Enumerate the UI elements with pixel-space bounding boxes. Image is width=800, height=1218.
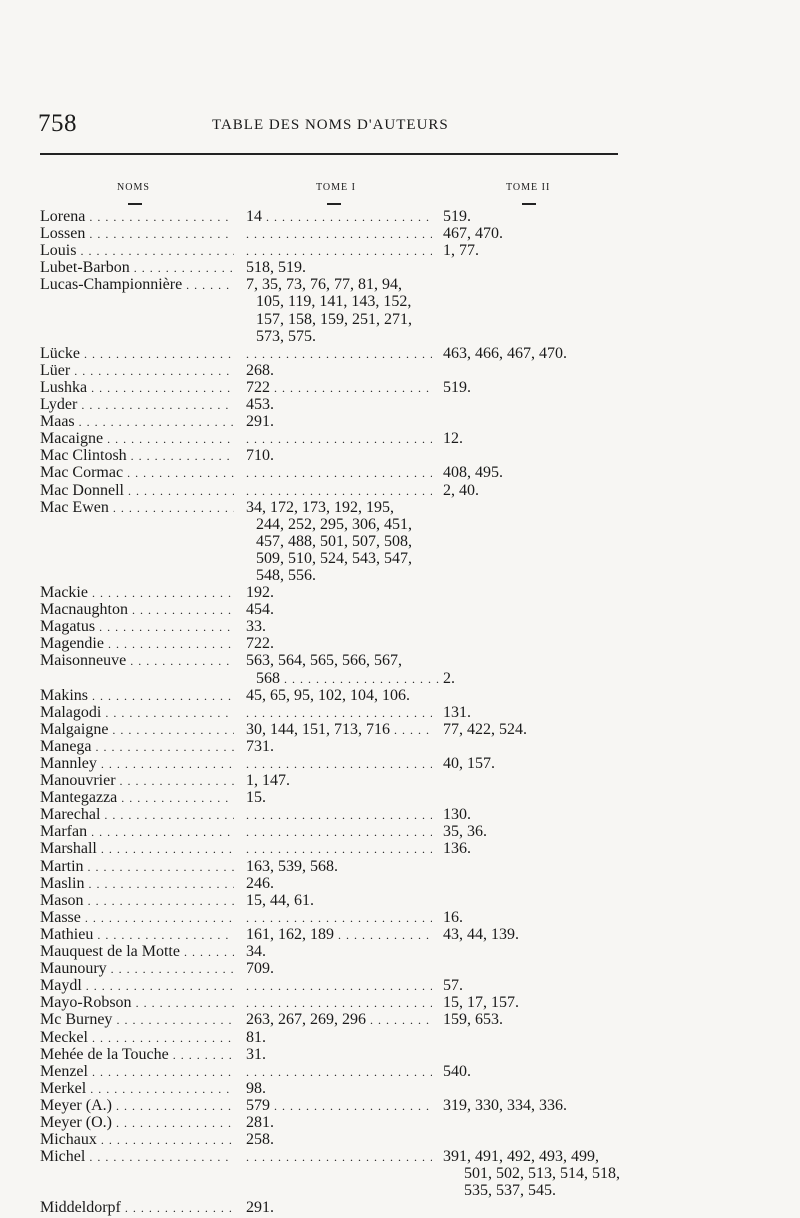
index-entry (0, 960, 800, 977)
tome2-pages: 77, 422, 524. (443, 720, 527, 738)
index-entry-line (0, 345, 800, 362)
index-entry-line (0, 704, 800, 721)
tome1-pages: 509, 510, 524, 543, 547, (256, 549, 412, 567)
index-entry-line (0, 516, 800, 533)
index-entry-line (0, 1131, 800, 1148)
index-entry-line (0, 362, 800, 379)
tome2-pages: 535, 537, 545. (464, 1182, 556, 1200)
tome1-pages: 246. (246, 874, 274, 892)
index-entry-line (0, 892, 800, 909)
index-entry-line (0, 1148, 800, 1165)
index-entry-line (0, 618, 800, 635)
author-name: Marechal . . . (40, 806, 234, 824)
index-entry-line (0, 926, 800, 943)
index-entry-line (0, 430, 800, 447)
tome2-pages: 12. (443, 430, 463, 448)
author-name: Manouvrier . . . (40, 772, 234, 790)
tome1-pages (246, 977, 432, 995)
index-entry (0, 1029, 800, 1046)
tome2-pages: 463, 466, 467, 470. (443, 344, 567, 362)
tome1-pages: 268. (246, 361, 274, 379)
index-entry-line (0, 311, 800, 328)
author-name: Maunoury . . . (40, 960, 234, 978)
tome1-pages: 34. (246, 943, 266, 961)
tome1-pages (246, 242, 432, 260)
tome1-pages (246, 225, 432, 243)
index-entry (0, 635, 800, 652)
tome1-pages: 244, 252, 295, 306, 451, (256, 515, 412, 533)
index-entry-line (0, 584, 800, 601)
tome1-pages: 453. (246, 396, 274, 414)
tome1-pages: 161, 162, 189 . . . (246, 926, 432, 944)
index-entry-line (0, 960, 800, 977)
author-name: Maisonneuve . . . (40, 652, 234, 670)
index-entry-line (0, 772, 800, 789)
author-name: Michel . . . (40, 1148, 234, 1166)
index-entry (0, 345, 800, 362)
author-name: Mantegazza . . . (40, 789, 234, 807)
tome1-pages: 263, 267, 269, 296 . . . (246, 1011, 432, 1029)
tome2-pages: 540. (443, 1062, 471, 1080)
tome2-pages: 40, 157. (443, 755, 495, 772)
index-entry-line (0, 994, 800, 1011)
index-entry-line (0, 1011, 800, 1028)
tome1-pages: 105, 119, 141, 143, 152, (256, 293, 412, 311)
index-entry (0, 1097, 800, 1114)
tome2-pages: 467, 470. (443, 225, 503, 243)
author-name: Mason . . . (40, 892, 234, 910)
index-entry (0, 823, 800, 840)
index-entry-line (0, 687, 800, 704)
tome1-pages (246, 430, 432, 448)
tome1-pages (246, 464, 432, 482)
author-name: Lushka . . . (40, 379, 234, 397)
author-name: Michaux . . . (40, 1131, 234, 1149)
tome1-pages: 457, 488, 501, 507, 508, (256, 532, 412, 550)
tome1-pages: 163, 539, 568. (246, 857, 338, 875)
index-entry (0, 892, 800, 909)
index-entry-line (0, 1029, 800, 1046)
index-entry-line (0, 909, 800, 926)
column-dash-tome1 (327, 203, 341, 205)
tome2-pages: 408, 495. (443, 464, 503, 482)
index-entry (0, 858, 800, 875)
tome1-pages: 518, 519. (246, 259, 306, 277)
tome1-pages (246, 840, 432, 858)
tome1-pages: 15, 44, 61. (246, 891, 314, 909)
tome1-pages: 34, 172, 173, 192, 195, (246, 498, 394, 516)
tome1-pages (246, 994, 432, 1012)
index-entry-line (0, 550, 800, 567)
tome2-pages: 2, 40. (443, 481, 479, 499)
index-entry (0, 396, 800, 413)
tome1-pages: 548, 556. (256, 566, 316, 584)
tome1-pages: 192. (246, 584, 274, 602)
author-name: Mac Ewen . . . (40, 499, 234, 517)
tome1-pages: 291. (246, 413, 274, 431)
author-name: Magendie . . . (40, 635, 234, 653)
author-name: Maas . . . (40, 413, 234, 431)
tome1-pages: 157, 158, 159, 251, 271, (256, 310, 412, 328)
author-name: Masse . . . (40, 909, 234, 927)
index-entry (0, 789, 800, 806)
index-entry-line (0, 806, 800, 823)
tome1-pages: 709. (246, 960, 274, 978)
index-entry-line (0, 276, 800, 293)
index-entry (0, 1011, 800, 1028)
index-entry-line (0, 1080, 800, 1097)
author-name: Lyder . . . (40, 396, 234, 414)
column-dash-noms (128, 203, 142, 205)
author-name: Mehée de la Touche . . . (40, 1046, 234, 1064)
tome1-pages: 731. (246, 737, 274, 755)
page-number: 758 (38, 110, 77, 137)
tome2-pages: 319, 330, 334, 336. (443, 1096, 567, 1114)
author-name: Makins . . . (40, 687, 234, 705)
tome1-pages: 710. (246, 447, 274, 465)
author-name: Marfan . . . (40, 823, 234, 841)
index-entry (0, 413, 800, 430)
author-name: Malgaigne . . . (40, 721, 234, 739)
author-name: Lucas-Championnière . . . (40, 276, 234, 294)
author-name: Maslin . . . (40, 875, 234, 893)
index-entry-line (0, 1097, 800, 1114)
author-name: Meyer (A.) . . . (40, 1097, 234, 1115)
tome1-pages: 579 . . . (246, 1097, 432, 1115)
column-header-tome2: TOME II (506, 182, 551, 193)
tome2-pages: 501, 502, 513, 514, 518, (464, 1165, 620, 1183)
index-entry (0, 1131, 800, 1148)
index-entry (0, 926, 800, 943)
index-entry (0, 225, 800, 242)
index-entry-line (0, 1165, 800, 1182)
index-entry-line (0, 840, 800, 857)
index-entry-line (0, 635, 800, 652)
author-name: Louis . . . (40, 242, 234, 260)
tome1-pages: 722 . . . (246, 379, 432, 397)
index-entry-line (0, 875, 800, 892)
index-entry-line (0, 482, 800, 499)
index-entry-line (0, 293, 800, 310)
author-name: Mackie . . . (40, 584, 234, 602)
tome1-pages: 31. (246, 1045, 266, 1063)
tome1-pages (246, 806, 432, 824)
index-entry-line (0, 1182, 800, 1199)
index-entry (0, 208, 800, 225)
tome2-pages: 130. (443, 806, 471, 824)
index-entry (0, 259, 800, 276)
tome1-pages (246, 345, 432, 363)
index-entry-line (0, 789, 800, 806)
author-name: Mayo-Robson . . . (40, 994, 234, 1012)
index-entry (0, 772, 800, 789)
author-name: Manega . . . (40, 738, 234, 756)
tome2-pages: 391, 491, 492, 493, 499, (443, 1148, 599, 1166)
index-entry-line (0, 413, 800, 430)
column-dash-tome2 (522, 203, 536, 205)
author-name: Lubet-Barbon . . . (40, 259, 234, 277)
index-entry (0, 601, 800, 618)
index-entry-line (0, 1063, 800, 1080)
index-entry (0, 909, 800, 926)
author-name: Malagodi . . . (40, 704, 234, 722)
author-name: Lücke . . . (40, 345, 234, 363)
index-entry-line (0, 225, 800, 242)
index-entry (0, 482, 800, 499)
tome1-pages: 98. (246, 1079, 266, 1097)
tome1-pages: 291. (246, 1199, 274, 1217)
tome2-pages: 43, 44, 139. (443, 925, 519, 943)
index-entry (0, 721, 800, 738)
tome1-pages: 722. (246, 635, 274, 653)
author-name: Lüer . . . (40, 362, 234, 380)
tome1-pages: 563, 564, 565, 566, 567, (246, 652, 402, 670)
header-rule (40, 153, 618, 155)
index-entry-line (0, 977, 800, 994)
index-entry-line (0, 533, 800, 550)
index-entry-line (0, 601, 800, 618)
index-entry-line (0, 499, 800, 516)
tome1-pages: 454. (246, 601, 274, 619)
tome2-pages: 15, 17, 157. (443, 994, 519, 1012)
tome1-pages (246, 704, 432, 722)
index-entry (0, 806, 800, 823)
author-name: Macnaughton . . . (40, 601, 234, 619)
tome1-pages: 7, 35, 73, 76, 77, 81, 94, (246, 276, 402, 294)
author-name: Maydl . . . (40, 977, 234, 995)
index-entry (0, 687, 800, 704)
index-entry-line (0, 1199, 800, 1216)
tome2-pages: 159, 653. (443, 1011, 503, 1029)
tome2-pages: 2. (443, 669, 455, 687)
tome1-pages (246, 1148, 432, 1166)
index-entry (0, 584, 800, 601)
tome2-pages: 35, 36. (443, 823, 487, 841)
tome2-pages: 131. (443, 703, 471, 721)
author-name: Meckel . . . (40, 1029, 234, 1047)
index-entry (0, 379, 800, 396)
index-entry-line (0, 652, 800, 669)
index-entry (0, 362, 800, 379)
index-entry (0, 994, 800, 1011)
index-entry (0, 1148, 800, 1199)
index-entry-line (0, 567, 800, 584)
tome2-pages: 57. (443, 977, 463, 995)
author-name: Mc Burney . . . (40, 1011, 234, 1029)
tome1-pages (246, 755, 432, 773)
tome2-pages: 1, 77. (443, 242, 479, 260)
column-header-tome1: TOME I (316, 182, 356, 193)
index-entry (0, 1063, 800, 1080)
tome1-pages: 33. (246, 618, 266, 636)
author-name: Mac Clintosh . . . (40, 447, 234, 465)
running-title: TABLE DES NOMS D'AUTEURS (212, 117, 449, 133)
index-entry-line (0, 242, 800, 259)
column-header-noms: NOMS (117, 182, 150, 193)
author-name: Magatus . . . (40, 618, 234, 636)
index-entry-line (0, 670, 800, 687)
index-entry-line (0, 1114, 800, 1131)
author-name: Mannley . . . (40, 755, 234, 773)
index-entry (0, 1046, 800, 1063)
index-entry-line (0, 721, 800, 738)
index-entry (0, 1114, 800, 1131)
tome2-pages: 519. (443, 208, 471, 225)
tome1-pages: 1, 147. (246, 772, 290, 790)
tome2-pages: 136. (443, 840, 471, 858)
author-name: Mac Donnell . . . (40, 482, 234, 500)
tome1-pages: 568 . . . (256, 670, 442, 688)
index-entry (0, 943, 800, 960)
index-entry-line (0, 464, 800, 481)
author-name: Martin . . . (40, 858, 234, 876)
tome1-pages (246, 909, 432, 927)
author-name: Marshall . . . (40, 840, 234, 858)
index-entry-line (0, 1046, 800, 1063)
index-entry-line (0, 447, 800, 464)
index-entry (0, 840, 800, 857)
index-entry-line (0, 208, 800, 225)
index-entry (0, 738, 800, 755)
index-entry-line (0, 738, 800, 755)
author-name: Merkel . . . (40, 1080, 234, 1098)
index-entry (0, 499, 800, 584)
author-name: Lorena . . . (40, 208, 234, 226)
tome1-pages (246, 823, 432, 841)
index-entry (0, 875, 800, 892)
author-name: Lossen . . . (40, 225, 234, 243)
tome1-pages: 14 . . . (246, 208, 432, 226)
tome1-pages: 573, 575. (256, 327, 316, 345)
index-entry-line (0, 328, 800, 345)
author-name: Middeldorpf . . . (40, 1199, 234, 1217)
index-entry (0, 652, 800, 686)
author-name: Meyer (O.) . . . (40, 1114, 234, 1132)
index-entry (0, 242, 800, 259)
index-entry-line (0, 755, 800, 772)
tome1-pages: 258. (246, 1131, 274, 1149)
tome1-pages (246, 1063, 432, 1081)
author-name: Mac Cormac . . . (40, 464, 234, 482)
index-entry (0, 1199, 800, 1216)
tome2-pages: 16. (443, 908, 463, 926)
index-entry-line (0, 379, 800, 396)
index-entry (0, 430, 800, 447)
index-entry (0, 276, 800, 344)
index-entry (0, 447, 800, 464)
index-entry-line (0, 259, 800, 276)
index-entry-line (0, 943, 800, 960)
index-entry (0, 1080, 800, 1097)
author-name: Macaigne . . . (40, 430, 234, 448)
index-entry-line (0, 823, 800, 840)
index-entry-line (0, 858, 800, 875)
index-entry (0, 755, 800, 772)
tome1-pages (246, 482, 432, 500)
tome1-pages: 45, 65, 95, 102, 104, 106. (246, 686, 410, 704)
index-entry (0, 977, 800, 994)
author-name: Mauquest de la Motte . . . (40, 943, 234, 961)
tome1-pages: 81. (246, 1028, 266, 1046)
author-name: Menzel . . . (40, 1063, 234, 1081)
tome2-pages: 519. (443, 378, 471, 396)
author-name: Mathieu . . . (40, 926, 234, 944)
tome1-pages: 15. (246, 789, 266, 807)
index-entry (0, 618, 800, 635)
index-entry-line (0, 396, 800, 413)
index-entry (0, 464, 800, 481)
tome1-pages: 281. (246, 1113, 274, 1131)
index-entry (0, 704, 800, 721)
author-index-list (0, 208, 800, 1217)
tome1-pages: 30, 144, 151, 713, 716 . . . (246, 721, 432, 739)
